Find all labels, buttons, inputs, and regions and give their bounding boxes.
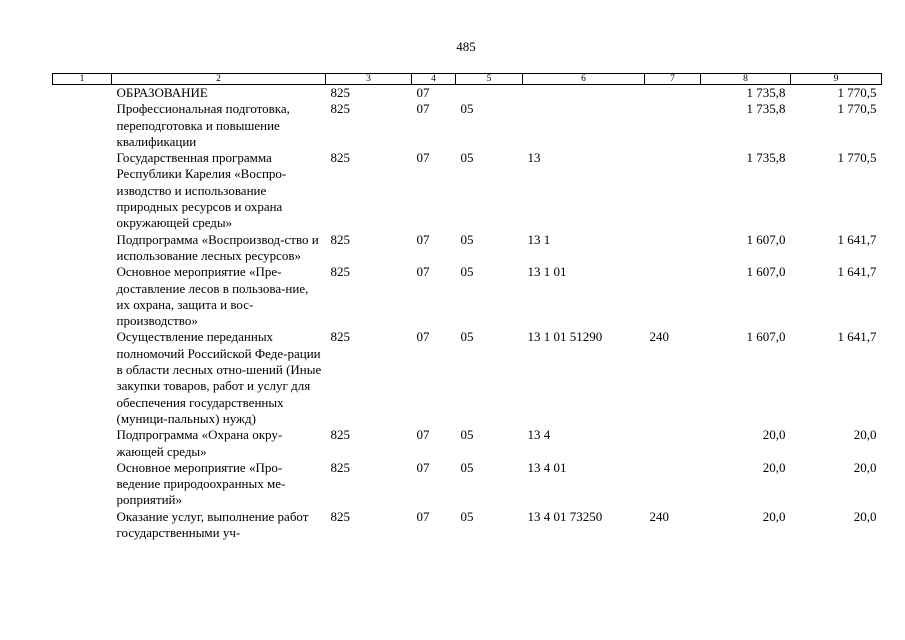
- row-number-cell: [53, 264, 112, 329]
- amount-year-1: 1 735,8: [746, 150, 786, 166]
- item-name: Подпрограмма «Воспроизвод-ство и использование лесных ресурсов»: [116, 231, 319, 263]
- table-row: [53, 150, 882, 231]
- row-number-cell: [53, 232, 112, 265]
- section-code: 07: [416, 508, 430, 524]
- target-article-code: 13 1 01 51290: [527, 329, 603, 345]
- section-code: 07: [416, 231, 430, 247]
- table-row: [53, 264, 882, 329]
- expense-type-code: [645, 150, 701, 231]
- amount-year-1: 20,0: [762, 459, 786, 475]
- amount-year-2: 1 641,7: [837, 264, 877, 280]
- column-number-header: [53, 74, 882, 85]
- row-number-cell: [53, 329, 112, 427]
- row-number-cell: [53, 509, 112, 542]
- target-article-code: 13 4 01: [527, 459, 567, 475]
- amount-year-2: 1 641,7: [837, 231, 877, 247]
- row-number-cell: [53, 460, 112, 509]
- section-code: 07: [416, 101, 430, 117]
- amount-year-2: 1 641,7: [837, 329, 877, 345]
- ministry-code: 825: [330, 101, 350, 117]
- column-number: 2: [112, 74, 326, 85]
- item-name: Основное мероприятие «Про-ведение природоохранных ме-роприятий»: [116, 459, 286, 508]
- amount-year-1: 1 607,0: [746, 231, 786, 247]
- subsection-code: 05: [460, 264, 474, 280]
- expense-type-code: 240: [649, 508, 669, 524]
- table-row: [53, 460, 882, 509]
- table-row: [53, 427, 882, 460]
- table-row: [53, 85, 882, 102]
- amount-year-1: 1 607,0: [746, 329, 786, 345]
- subsection-code: 05: [460, 508, 474, 524]
- amount-year-1: 20,0: [762, 427, 786, 443]
- target-article-code: 13 1 01: [527, 264, 567, 280]
- amount-year-1: 1 735,8: [746, 101, 786, 117]
- target-article-code: 13 4: [527, 427, 551, 443]
- table-row: [53, 329, 882, 427]
- column-number: 4: [412, 74, 456, 85]
- expense-type-code: [645, 427, 701, 460]
- column-number: 8: [701, 74, 791, 85]
- expense-type-code: [645, 264, 701, 329]
- expense-type-code: [645, 232, 701, 265]
- ministry-code: 825: [330, 85, 350, 100]
- subsection-code: 05: [460, 101, 474, 117]
- target-article-code: 13 4 01 73250: [527, 508, 603, 524]
- amount-year-1: 1 735,8: [746, 85, 786, 100]
- ministry-code: 825: [330, 231, 350, 247]
- row-number-cell: [53, 85, 112, 102]
- section-code: 07: [416, 85, 430, 100]
- budget-table: [52, 73, 882, 541]
- ministry-code: 825: [330, 459, 350, 475]
- item-name: Государственная программа Республики Карелия «Воспро-изводство и использование природных ресурсов и охрана окружающей среды»: [116, 150, 287, 231]
- column-number: 3: [326, 74, 412, 85]
- amount-year-2: 1 770,5: [837, 101, 877, 117]
- expense-type-code: [645, 85, 701, 102]
- subsection-code: 05: [460, 231, 474, 247]
- row-number-cell: [53, 150, 112, 231]
- item-name: Подпрограмма «Охрана окру-жающей среды»: [116, 427, 283, 459]
- target-article-code: [523, 85, 645, 102]
- amount-year-1: 20,0: [762, 508, 786, 524]
- subsection-code: 05: [460, 459, 474, 475]
- row-number-cell: [53, 427, 112, 460]
- amount-year-2: 20,0: [853, 508, 877, 524]
- target-article-code: 13 1: [527, 231, 551, 247]
- target-article-code: [523, 101, 645, 150]
- section-code: 07: [416, 329, 430, 345]
- section-code: 07: [416, 427, 430, 443]
- item-name: Основное мероприятие «Пре-доставление лесов в пользова-ние, их охрана, защита и вос-производство»: [116, 264, 309, 329]
- ministry-code: 825: [330, 150, 350, 166]
- table-row: [53, 509, 882, 542]
- target-article-code: 13: [527, 150, 541, 166]
- expense-type-code: [645, 460, 701, 509]
- subsection-code: 05: [460, 150, 474, 166]
- subsection-code: 05: [460, 427, 474, 443]
- table-body: [53, 85, 882, 542]
- row-number-cell: [53, 101, 112, 150]
- page-number: 485: [456, 39, 476, 54]
- expense-type-code: [645, 101, 701, 150]
- column-number: 7: [645, 74, 701, 85]
- ministry-code: 825: [330, 508, 350, 524]
- column-number: 6: [523, 74, 645, 85]
- ministry-code: 825: [330, 427, 350, 443]
- item-name: Осуществление переданных полномочий Российской Феде-рации в области лесных отно-шений (Иные закупки товаров, работ и услуг для обеспечения государственных (муници-пальных) нужд): [116, 329, 322, 426]
- item-name: Профессиональная подготовка, переподготовка и повышение квалификации: [116, 101, 290, 149]
- ministry-code: 825: [330, 264, 350, 280]
- amount-year-2: 1 770,5: [837, 85, 877, 100]
- amount-year-1: 1 607,0: [746, 264, 786, 280]
- expense-type-code: 240: [649, 329, 669, 345]
- amount-year-2: 20,0: [853, 427, 877, 443]
- ministry-code: 825: [330, 329, 350, 345]
- section-code: 07: [416, 459, 430, 475]
- subsection-code: [456, 85, 523, 102]
- table-row: [53, 101, 882, 150]
- column-number: 1: [53, 74, 112, 85]
- item-name: Оказание услуг, выполнение работ государственными уч-: [116, 508, 309, 541]
- table-row: [53, 232, 882, 265]
- item-name: ОБРАЗОВАНИЕ: [116, 85, 208, 100]
- section-code: 07: [416, 264, 430, 280]
- amount-year-2: 20,0: [853, 459, 877, 475]
- subsection-code: 05: [460, 329, 474, 345]
- amount-year-2: 1 770,5: [837, 150, 877, 166]
- section-code: 07: [416, 150, 430, 166]
- column-number: 9: [791, 74, 882, 85]
- column-number: 5: [456, 74, 523, 85]
